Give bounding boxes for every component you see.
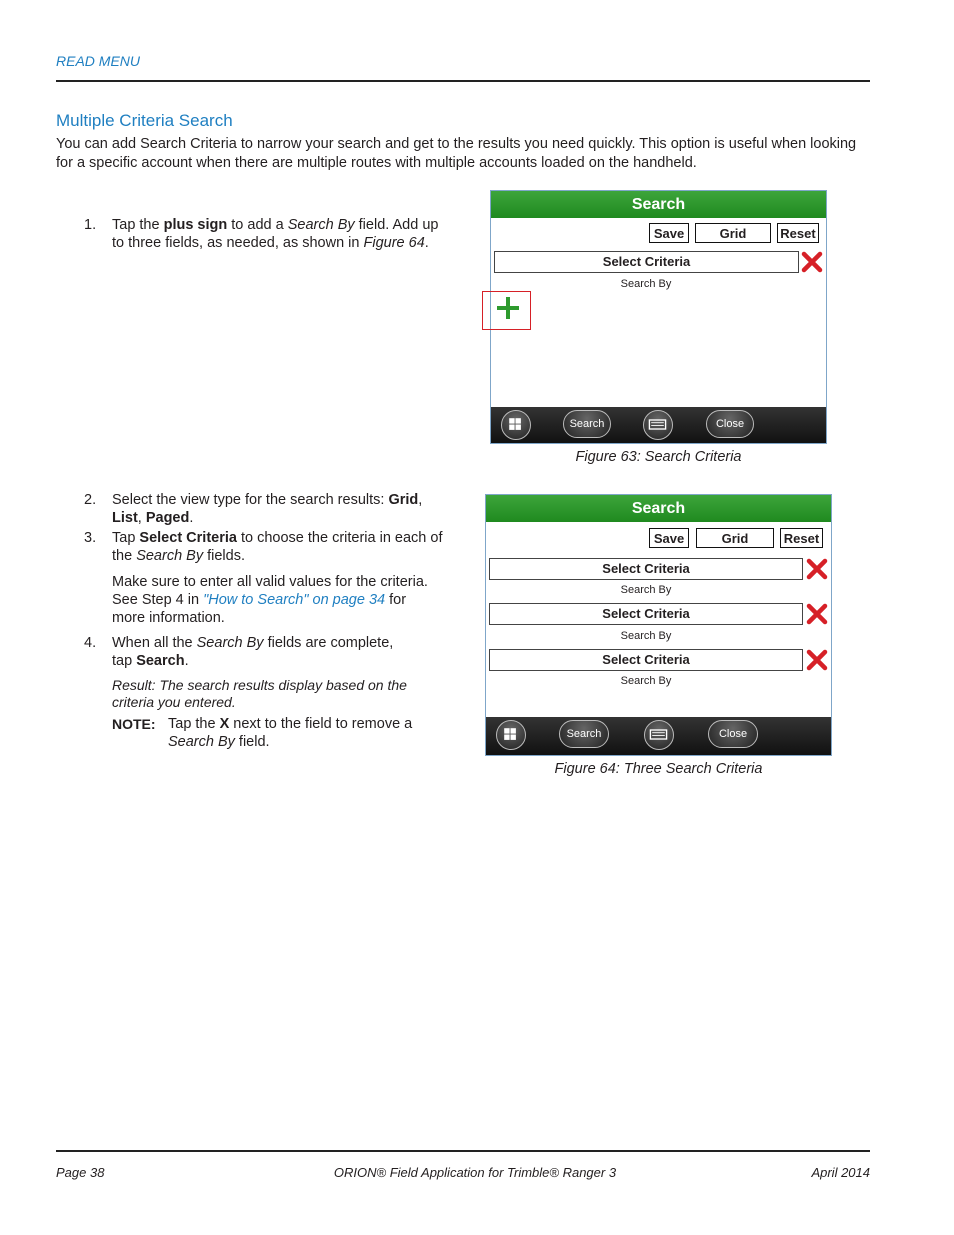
- remove-x-icon[interactable]: [806, 603, 828, 625]
- select-criteria-field-1[interactable]: Select Criteria: [489, 558, 803, 580]
- taskbar-close-button[interactable]: Close: [708, 720, 758, 748]
- figure-64-caption: Figure 64: Three Search Criteria: [554, 761, 763, 777]
- figure-64-screenshot: [485, 494, 832, 756]
- device-title-bar: Search: [491, 191, 826, 218]
- section-title: Multiple Criteria Search: [56, 111, 233, 130]
- search-by-label: Search By: [620, 278, 672, 290]
- intro-paragraph: You can add Search Criteria to narrow your search and get to the results you need quickly. This option is useful when looking for a specific account when there are multiple routes with multiple accounts loaded on the handheld.: [56, 136, 857, 171]
- keyboard-icon[interactable]: [644, 720, 674, 750]
- save-button[interactable]: Save: [649, 223, 689, 243]
- windows-start-icon[interactable]: [496, 720, 526, 750]
- footer-date: April 2014: [811, 1165, 870, 1180]
- device-taskbar: [491, 407, 826, 443]
- taskbar-close-button[interactable]: Close: [706, 410, 754, 438]
- step-3-note: Make sure to enter all valid values for the criteria. See Step 4 in "How to Search" on page 34 for more information.: [112, 574, 428, 626]
- search-by-label-1: Search By: [620, 584, 672, 596]
- step-4: 4. When all the Search By fields are complete, tap Search.: [84, 635, 394, 669]
- device-title-bar: Search: [486, 495, 831, 522]
- note-label: NOTE:: [112, 716, 156, 732]
- step-1: 1. Tap the plus sign to add a Search By field. Add up to three fields, as needed, as shown in Figure 64.: [84, 217, 439, 251]
- search-by-label-2: Search By: [620, 630, 672, 642]
- step-2: 2. Select the view type for the search results: Grid, List, Paged.: [84, 492, 423, 526]
- device-taskbar: [486, 717, 831, 755]
- remove-x-icon[interactable]: [801, 251, 823, 273]
- header-rule: [56, 80, 870, 82]
- keyboard-icon[interactable]: [643, 410, 673, 440]
- reset-button[interactable]: Reset: [777, 223, 819, 243]
- plus-highlight-box: [482, 291, 531, 330]
- running-header: READ MENU: [56, 53, 141, 69]
- remove-x-icon[interactable]: [806, 649, 828, 671]
- result-text: Result: The search results display based on the criteria you entered.: [112, 677, 407, 710]
- select-criteria-field[interactable]: Select Criteria: [494, 251, 799, 273]
- save-button[interactable]: Save: [649, 528, 689, 548]
- grid-button[interactable]: Grid: [696, 528, 774, 548]
- reset-button[interactable]: Reset: [780, 528, 823, 548]
- search-by-label-3: Search By: [620, 675, 672, 687]
- figure-63-caption: Figure 63: Search Criteria: [575, 449, 742, 465]
- windows-start-icon[interactable]: [501, 410, 531, 440]
- select-criteria-field-3[interactable]: Select Criteria: [489, 649, 803, 671]
- footer-doc-title: ORION® Field Application for Trimble® Ranger 3: [333, 1165, 617, 1180]
- footer-page: Page 38: [56, 1165, 105, 1180]
- how-to-search-link[interactable]: "How to Search" on page 34: [203, 592, 386, 608]
- taskbar-search-button[interactable]: Search: [559, 720, 609, 748]
- select-criteria-field-2[interactable]: Select Criteria: [489, 603, 803, 625]
- remove-x-icon[interactable]: [806, 558, 828, 580]
- step-3: 3. Tap Select Criteria to choose the criteria in each of the Search By fields.: [84, 530, 443, 564]
- footer-rule: [56, 1150, 870, 1152]
- taskbar-search-button[interactable]: Search: [563, 410, 611, 438]
- grid-button[interactable]: Grid: [695, 223, 771, 243]
- figure-63-screenshot: [490, 190, 827, 444]
